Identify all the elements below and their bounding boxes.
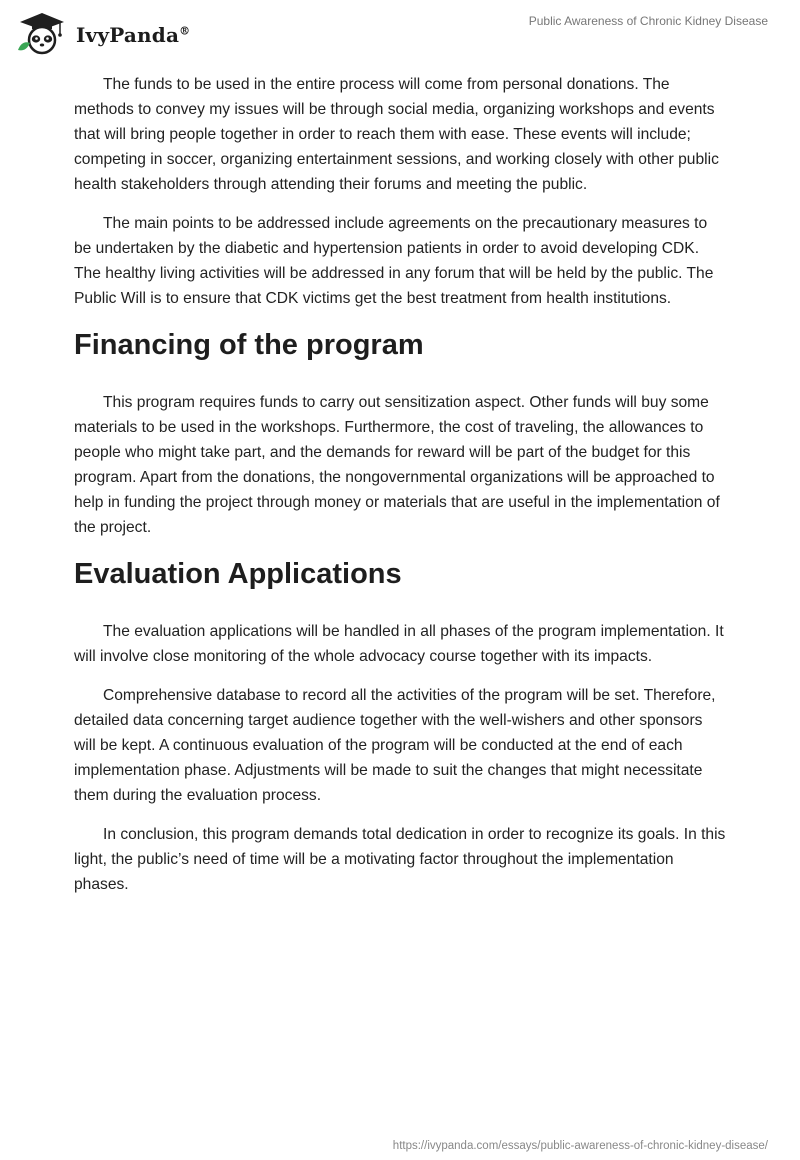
document-title: Public Awareness of Chronic Kidney Disease xyxy=(528,14,768,28)
paragraph-main-points: The main points to be addressed include agreements on the precautionary measures to be undertaken by the diabetic and hypertension patients in order to avoid developing CDK. The healthy living activities will be addressed in any forum that will be held by the public. The Public Will is to ensure that CDK victims get the best treatment from health institutions. xyxy=(74,215,714,307)
paragraph-conclusion: In conclusion, this program demands total dedication in order to recognize its goals. In this light, the public’s need of time will be a motivating factor throughout the implementation phases. xyxy=(74,826,726,893)
panda-graduate-icon xyxy=(14,10,70,56)
source-url[interactable]: https://ivypanda.com/essays/public-awareness-of-chronic-kidney-disease/ xyxy=(392,1140,768,1152)
paragraph-funds: The funds to be used in the entire process will come from personal donations. The methods to convey my issues will be through social media, organizing workshops and events that will bring people together in order to reach them with ease. These events will include; competing in soccer, organizing entertainment sessions, and working closely with other public health stakeholders through attending their forums and meeting the public. xyxy=(74,76,719,193)
page-header xyxy=(0,0,800,56)
heading-evaluation: Evaluation Applications xyxy=(74,558,402,590)
paragraph-database: Comprehensive database to record all the activities of the program will be set. Therefore, detailed data concerning target audience together with the well-wishers and other sponsors will be kept. A continuous evaluation of the program will be conducted at the end of each implementation phase. Adjustments will be made to suit the changes that might necessitate them during the evaluation process. xyxy=(74,687,716,804)
essay-content xyxy=(74,72,726,911)
paragraph-financing: This program requires funds to carry out sensitization aspect. Other funds will buy some materials to be used in the workshops. Furthermore, the cost of traveling, the allowances to people who might take part, and the demands for reward will be part of the budget for this program. Apart from the donations, the nongovernmental organizations will be approached to help in funding the project through money or materials that are useful in the implementation of the project. xyxy=(74,394,720,536)
heading-financing: Financing of the program xyxy=(74,329,424,361)
paragraph-evaluation-phases: The evaluation applications will be handled in all phases of the program implementation. It will involve close monitoring of the whole advocacy course together with its impacts. xyxy=(74,623,724,665)
ivypanda-logo[interactable] xyxy=(14,10,190,56)
logo-text: IvyPanda® xyxy=(76,23,191,47)
